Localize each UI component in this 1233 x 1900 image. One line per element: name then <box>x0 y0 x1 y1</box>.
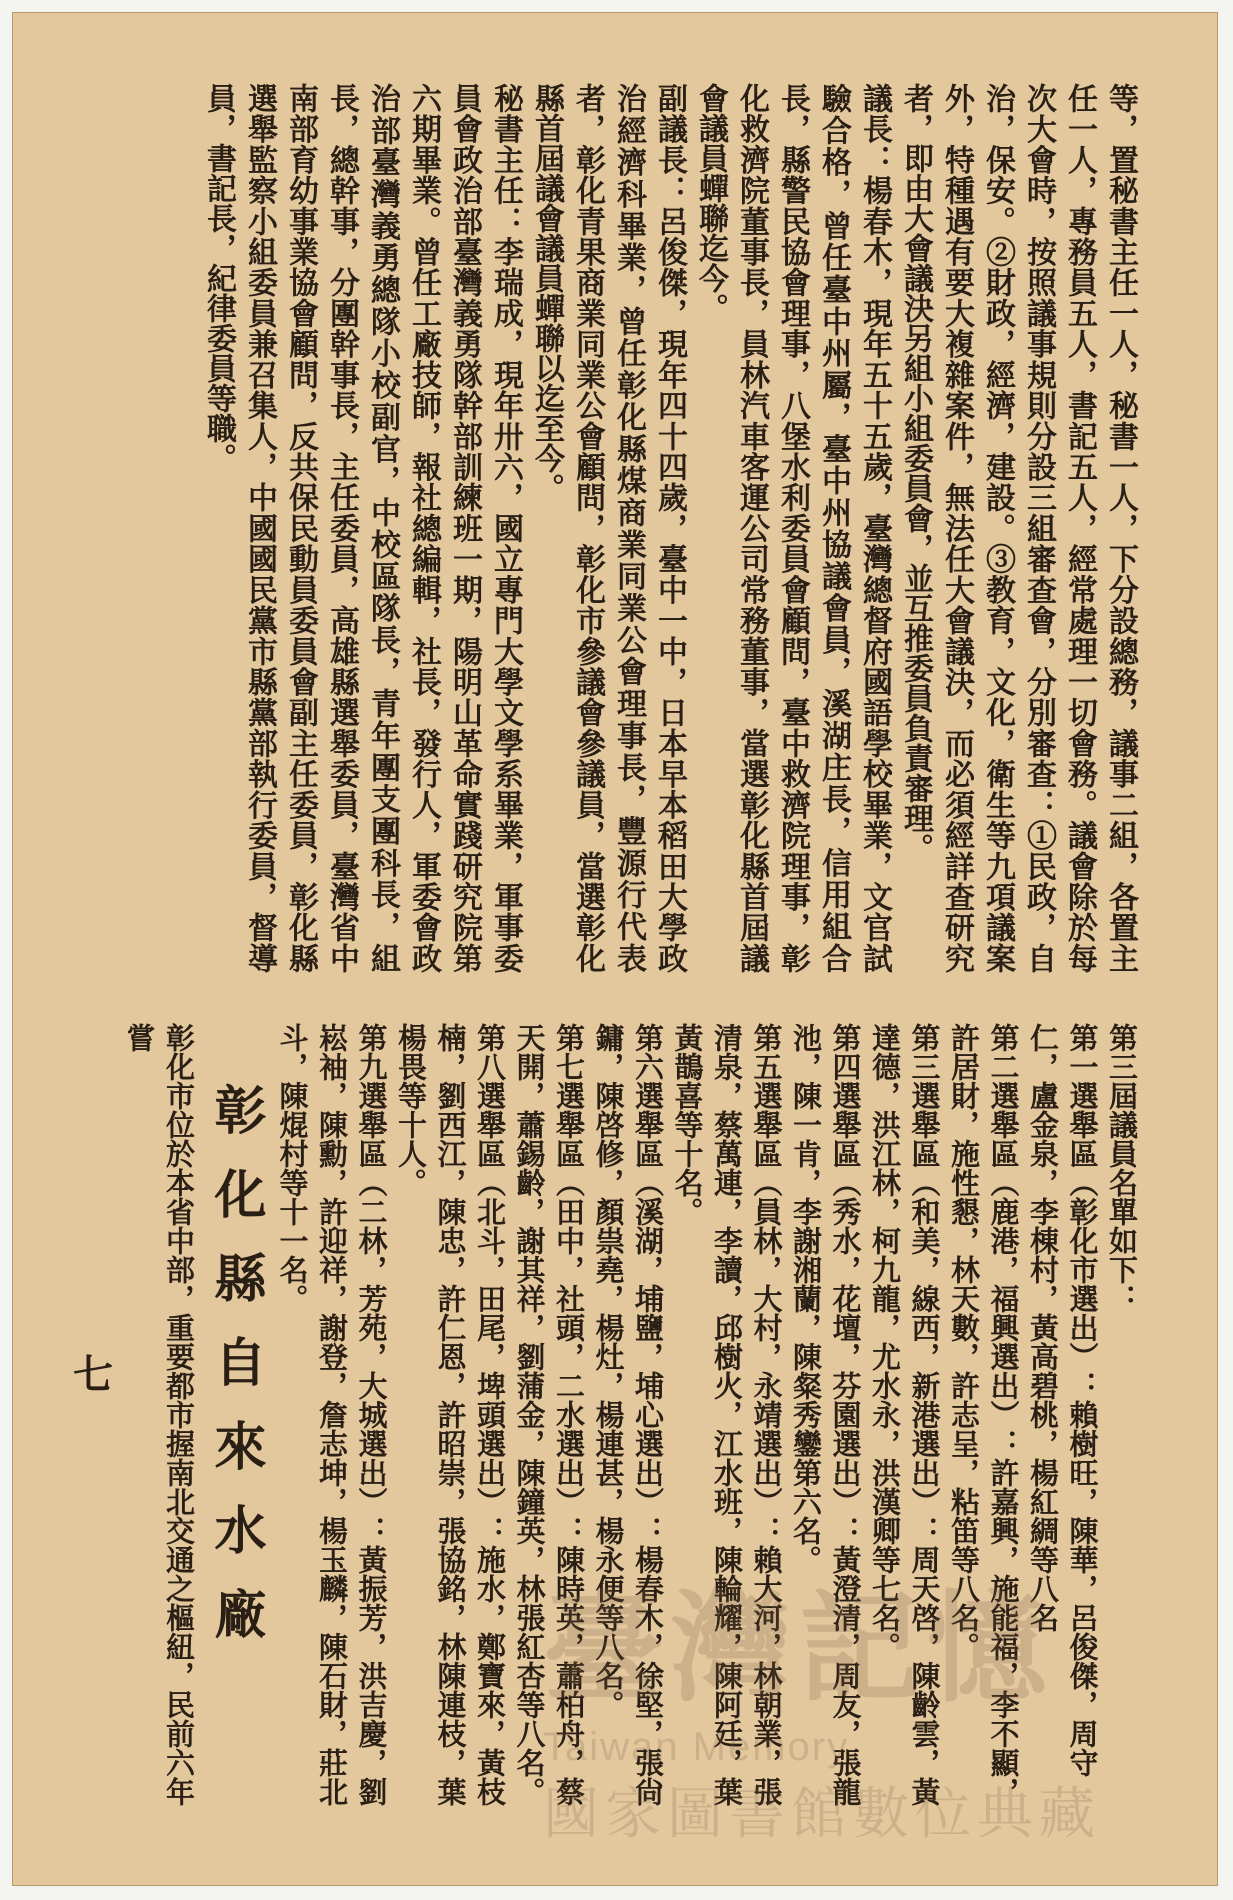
watermark-english-logo: Taiwan Memory <box>543 1725 850 1769</box>
district-6: 第六選舉區（溪湖，埔鹽，埔心選出）：楊春木，徐堅，張尙鏞，陳啓修，顏祟堯，楊灶，楊連甚，楊永便等八名。 <box>591 1023 665 1806</box>
section-body: 彰化市位於本省中部，重要都市握南北交通之樞紐，民前六年嘗 <box>122 1023 196 1806</box>
page-number: 七 <box>73 1351 113 1398</box>
watermark-chinese-logo: 臺灣記憶 <box>543 1578 1055 1719</box>
district-3: 第三選舉區（和美，線西，新港選出）：周天啓，陳齡雲，黃達德，洪江林，柯九龍，尤水永，洪漢卿等七名。 <box>868 1023 942 1806</box>
district-4: 第四選舉區（秀水，花壇，芬園選出）：黃澄清，周友，張龍池，陳一肯，李謝湘蘭，陳粲秀鑾第六名。 <box>789 1023 863 1806</box>
member-list-title: 第三屆議員名單如下： <box>1105 1023 1139 1313</box>
speaker-biography: 議長：楊春木，現年五十五歲，臺灣總督府國語學校畢業，文官試驗合格，曾任臺中州屬，臺中州協議會員，溪湖庄長，信用組合長，縣警民協會理事，八堡水利委員會顧問，臺中救濟院理事，彰化救濟院董事長，員林汽車客運公司常務董事，當選彰化縣首屆議會議員蟬聯迄今。 <box>693 83 892 973</box>
watermark-library-name: 國家圖書館數位典藏 <box>543 1782 1101 1847</box>
lower-text-block <box>91 1023 1141 1823</box>
district-1: 第一選舉區（彰化市選出）：賴樹旺，陳華，呂俊傑，周守仁，盧金泉，李棟村，黃高碧桃，楊紅綢等八名 <box>1026 1023 1100 1777</box>
council-organization-paragraph: 等，置秘書主任一人，秘書一人，下分設總務，議事二組，各置主任一人，專務員五人，書記五人，經常處理一切會務。議會除於每次大會時，按照議事規則分設三組審查會，分別審查：①民政，自治，保安。②財政，經濟，建設。③教育，文化，衛生等九項議案外，特種遇有要大複雜案件，無法任大會議決，而必須經詳查研究者，即由大會議決另組小組委員會，並互推委員負責審理。 <box>898 83 1138 973</box>
district-7: 第七選舉區（田中，社頭，二水選出）：陳時英，蕭柏舟，蔡天開，蕭錫齡，謝其祥，劉蒲金，陳鐘英，林張紅杏等八名。 <box>512 1023 586 1806</box>
upper-text-block <box>91 83 1141 973</box>
document-page <box>12 12 1218 1886</box>
district-8: 第八選舉區（北斗，田尾，埤頭選出）：施水，鄭寶來，黃枝楠，劉西江，陳忠，許仁恩，許昭崇，張協銘，林陳連枝，葉楊畏等十人。 <box>394 1023 507 1806</box>
district-9: 第九選舉區（二林，芳苑，大城選出）：黃振芳，洪吉慶，劉崧袖，陳勳，許迎祥，謝登，詹志坤，楊玉麟，陳石財，莊北斗，陳焜村等十一名。 <box>275 1023 389 1806</box>
deputy-speaker-biography: 副議長：呂俊傑，現年四十四歲，臺中一中，日本早本稻田大學政治經濟科畢業，曾任彰化縣煤商業同業公會理事長，豐源行代表者，彰化青果商業同業公會顧問，彰化市參議會參議員，當選彰化縣首屆議會議員蟬聯以迄至今。 <box>529 83 687 973</box>
district-2: 第二選舉區（鹿港，福興選出）：許嘉興，施能福，李不顯，許居財，施性懇，林天數，許志呈，粘笛等八名。 <box>947 1023 1021 1806</box>
secretary-biography: 秘書主任：李瑞成，現年卅六，國立專門大學文學系畢業，軍事委員會政治部臺灣義勇隊幹部訓練班一期，陽明山革命實踐研究院第六期畢業。曾任工廠技師，報社總編輯，社長，發行人，軍委會政治部臺灣義勇總隊小校副官，中校區隊長，青年團支團科長，組長，總幹事，分團幹事長，主任委員，高雄縣選舉委員，臺灣省中南部育幼事業協會顧問，反共保民動員委員會副主任委員，彰化縣選舉監察小組委員兼召集人，中國國民黨市縣黨部執行委員，督導員，書記長，紀律委員等職。 <box>201 83 523 973</box>
section-heading: 彰化縣自來水廠 <box>205 1083 266 1671</box>
district-5: 第五選舉區（員林，大村，永靖選出）：賴大河，林朝業，張清泉，蔡萬連，李讀，邱樹火，江水班，陳輪耀，陳阿廷，葉黃鵲喜等十名。 <box>670 1023 784 1806</box>
